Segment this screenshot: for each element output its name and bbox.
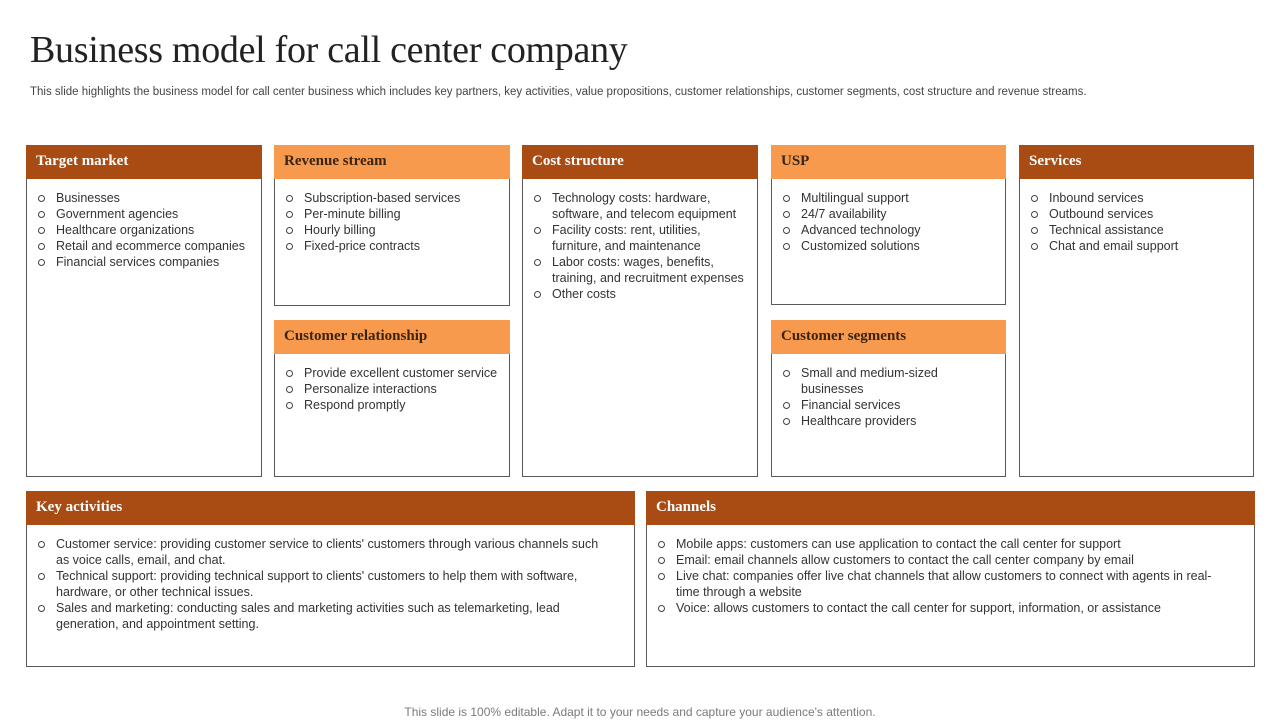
page-title: Business model for call center company — [30, 29, 628, 71]
usp-list — [772, 179, 1005, 254]
list-item: Voice: allows customers to contact the call center for support, information, or assistance — [657, 600, 1224, 616]
usp-header: USP — [771, 145, 1006, 179]
page-subtitle: This slide highlights the business model for call center business which includes key partners, key activities, value propositions, customer relationships, customer segments, cost structure and revenue streams. — [30, 86, 1087, 98]
list-item: Advanced technology — [782, 222, 997, 238]
revenue-stream-header: Revenue stream — [274, 145, 510, 179]
list-item: Financial services companies — [37, 254, 253, 270]
list-item: Technical support: providing technical support to clients' customers to help them with software, hardware, or other technical issues. — [37, 568, 612, 600]
channels-header: Channels — [646, 491, 1255, 525]
customer-segments-list — [772, 354, 1005, 429]
list-item: Provide excellent customer service — [285, 365, 501, 381]
customer-relationship-list — [275, 354, 509, 413]
list-item: Per-minute billing — [285, 206, 501, 222]
list-item: Subscription-based services — [285, 190, 501, 206]
revenue-stream-body — [274, 178, 510, 306]
cost-structure-body — [522, 178, 758, 477]
key-activities-list — [27, 525, 634, 632]
list-item: Live chat: companies offer live chat channels that allow customers to connect with agents in real-time through a website — [657, 568, 1224, 600]
list-item: Technical assistance — [1030, 222, 1245, 238]
revenue-stream-list — [275, 179, 509, 254]
list-item: Personalize interactions — [285, 381, 501, 397]
list-item: Healthcare providers — [782, 413, 997, 429]
target-market-list — [27, 179, 261, 270]
list-item: Chat and email support — [1030, 238, 1245, 254]
services-list — [1020, 179, 1253, 254]
list-item: Customer service: providing customer service to clients' customers through various channels such as voice calls, email, and chat. — [37, 536, 612, 568]
target-market-box — [26, 145, 262, 477]
services-body — [1019, 178, 1254, 477]
customer-segments-header: Customer segments — [771, 320, 1006, 354]
list-item: Sales and marketing: conducting sales and marketing activities such as telemarketing, lead generation, and appointment setting. — [37, 600, 612, 632]
list-item: Customized solutions — [782, 238, 997, 254]
services-header: Services — [1019, 145, 1254, 179]
customer-segments-box — [771, 320, 1006, 477]
usp-box — [771, 145, 1006, 305]
list-item: Hourly billing — [285, 222, 501, 238]
services-box — [1019, 145, 1254, 477]
list-item: Email: email channels allow customers to contact the call center company by email — [657, 552, 1224, 568]
usp-body — [771, 178, 1006, 305]
list-item: Labor costs: wages, benefits, training, and recruitment expenses — [533, 254, 749, 286]
target-market-header: Target market — [26, 145, 262, 179]
channels-list — [647, 525, 1254, 616]
key-activities-body — [26, 524, 635, 667]
key-activities-box — [26, 491, 635, 667]
list-item: Financial services — [782, 397, 997, 413]
footer-note: This slide is 100% editable. Adapt it to your needs and capture your audience's attention. — [404, 705, 876, 719]
list-item: Respond promptly — [285, 397, 501, 413]
list-item: 24/7 availability — [782, 206, 997, 222]
target-market-body — [26, 178, 262, 477]
list-item: Government agencies — [37, 206, 253, 222]
customer-relationship-box — [274, 320, 510, 477]
list-item: Facility costs: rent, utilities, furniture, and maintenance — [533, 222, 749, 254]
list-item: Retail and ecommerce companies — [37, 238, 253, 254]
cost-structure-header: Cost structure — [522, 145, 758, 179]
customer-relationship-body — [274, 353, 510, 477]
revenue-stream-box — [274, 145, 510, 306]
customer-relationship-header: Customer relationship — [274, 320, 510, 354]
cost-structure-box — [522, 145, 758, 477]
key-activities-header: Key activities — [26, 491, 635, 525]
list-item: Small and medium-sized businesses — [782, 365, 997, 397]
list-item: Healthcare organizations — [37, 222, 253, 238]
list-item: Inbound services — [1030, 190, 1245, 206]
list-item: Other costs — [533, 286, 749, 302]
list-item: Outbound services — [1030, 206, 1245, 222]
list-item: Fixed-price contracts — [285, 238, 501, 254]
channels-box — [646, 491, 1255, 667]
list-item: Technology costs: hardware, software, and telecom equipment — [533, 190, 749, 222]
list-item: Mobile apps: customers can use application to contact the call center for support — [657, 536, 1224, 552]
list-item: Multilingual support — [782, 190, 997, 206]
cost-structure-list — [523, 179, 757, 302]
customer-segments-body — [771, 353, 1006, 477]
list-item: Businesses — [37, 190, 253, 206]
channels-body — [646, 524, 1255, 667]
